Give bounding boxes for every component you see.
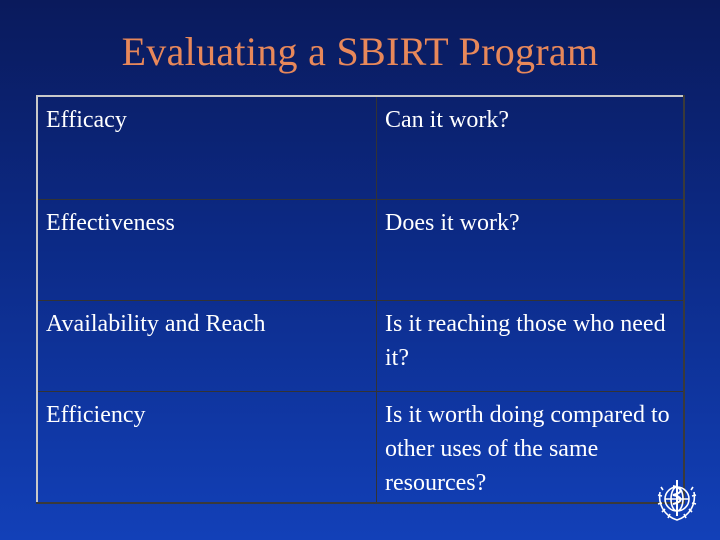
question-cell: Is it reaching those who need it? [377, 301, 685, 392]
who-emblem-icon [652, 476, 702, 526]
table-row [37, 200, 684, 301]
question-cell: Does it work? [377, 200, 685, 301]
table-row [37, 392, 684, 504]
question-cell: Can it work? [377, 96, 685, 200]
question-cell: Is it worth doing compared to other uses of the same resources? [377, 392, 685, 504]
slide-title: Evaluating a SBIRT Program [121, 29, 599, 74]
table-row [37, 301, 684, 392]
term-cell: Availability and Reach [37, 301, 377, 392]
term-cell: Effectiveness [37, 200, 377, 301]
evaluation-table [36, 95, 685, 504]
term-cell: Efficiency [37, 392, 377, 504]
table-row [37, 96, 684, 200]
term-cell: Efficacy [37, 96, 377, 200]
